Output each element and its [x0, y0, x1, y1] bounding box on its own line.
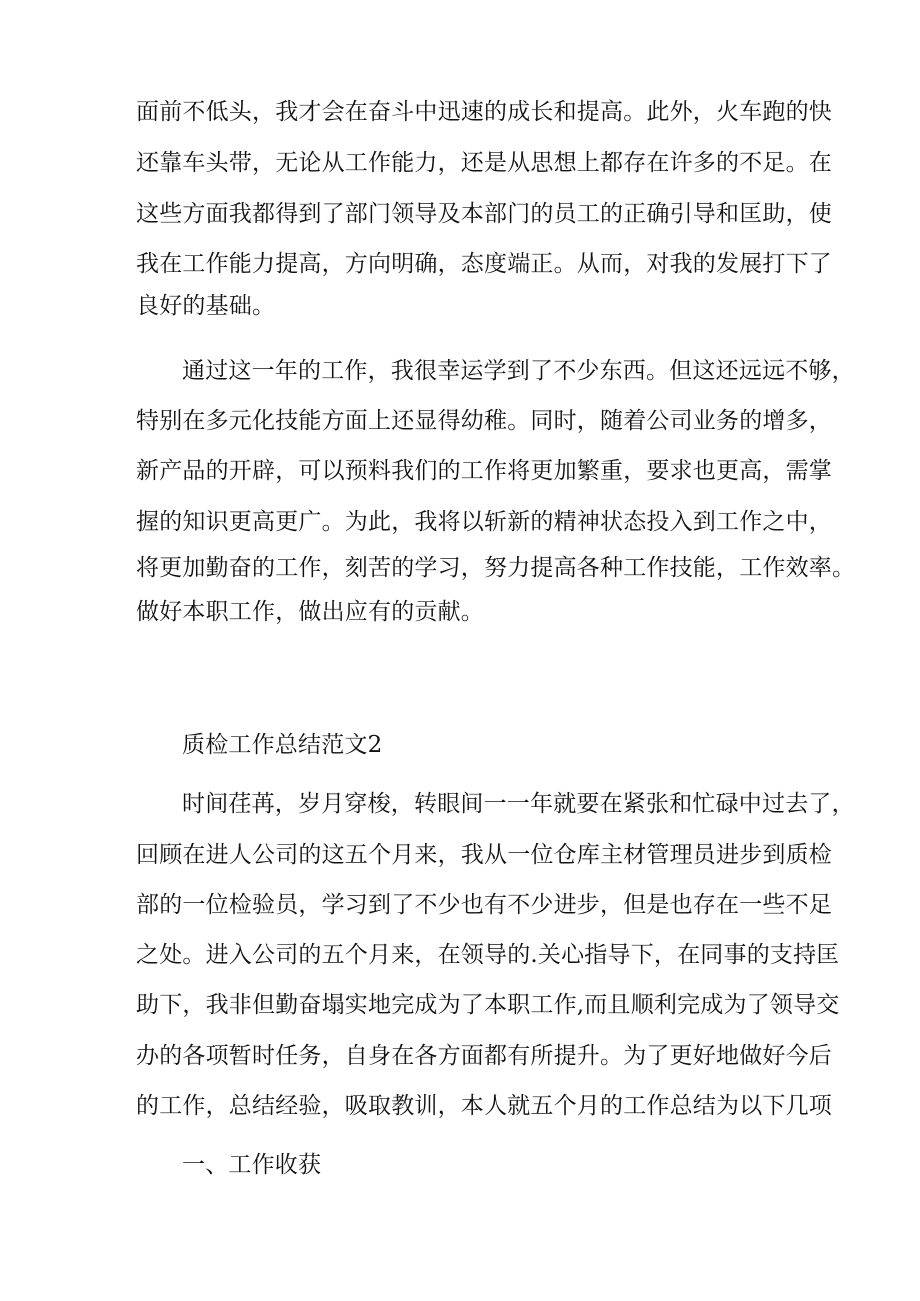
paragraph-line: 新产品的开辟，可以预料我们的工作将更加繁重，要求也更高，需掌 — [136, 458, 832, 484]
paragraph-line: 回顾在进人公司的这五个月来，我从一位仓库主材管理员进步到质检 — [136, 842, 832, 868]
paragraph-line: 做好本职工作，做出应有的贡献。 — [136, 599, 484, 625]
paragraph-line: 良好的基础。 — [136, 293, 276, 319]
paragraph-line: 办的各项暂时任务，自身在各方面都有所提升。为了更好地做好今后 — [136, 1043, 832, 1069]
paragraph-line: 这些方面我都得到了部门领导及本部门的员工的正确引导和匡助，使 — [136, 201, 832, 227]
subheading: 一、工作收获 — [182, 1152, 322, 1178]
paragraph-line: 将更加勤奋的工作，刻苦的学习，努力提高各种工作技能，工作效率。 — [136, 555, 856, 581]
paragraph-line: 还靠车头带，无论从工作能力，还是从思想上都存在许多的不足。在 — [136, 150, 832, 176]
paragraph-line: 的工作，总结经验，吸取教训，本人就五个月的工作总结为以下几项 — [136, 1093, 832, 1119]
section-title: 质检工作总结范文2 — [182, 732, 383, 758]
paragraph-line: 握的知识更高更广。为此，我将以斩新的精神状态投入到工作之中， — [136, 509, 832, 535]
paragraph-line: 部的一位检验员，学习到了不少也有不少进步，但是也存在一些不足 — [136, 892, 832, 918]
paragraph-line: 时间荏苒，岁月穿梭，转眼间一一年就要在紧张和忙碌中过去了， — [182, 791, 855, 817]
paragraph-line: 特别在多元化技能方面上还显得幼稚。同时，随着公司业务的增多， — [136, 408, 832, 434]
paragraph-line: 助下，我非但勤奋塌实地完成为了本职工作,而且顺利完成为了领导交 — [136, 992, 840, 1018]
paragraph-line: 面前不低头，我才会在奋斗中迅速的成长和提高。此外，火车跑的快 — [136, 99, 832, 125]
paragraph-line: 通过这一年的工作，我很幸运学到了不少东西。但这还远远不够， — [182, 358, 855, 384]
paragraph-line: 之处。进入公司的五个月来，在领导的.关心指导下，在同事的支持匡 — [136, 942, 840, 968]
paragraph-line: 我在工作能力提高，方向明确，态度端正。从而，对我的发展打下了 — [136, 251, 832, 277]
